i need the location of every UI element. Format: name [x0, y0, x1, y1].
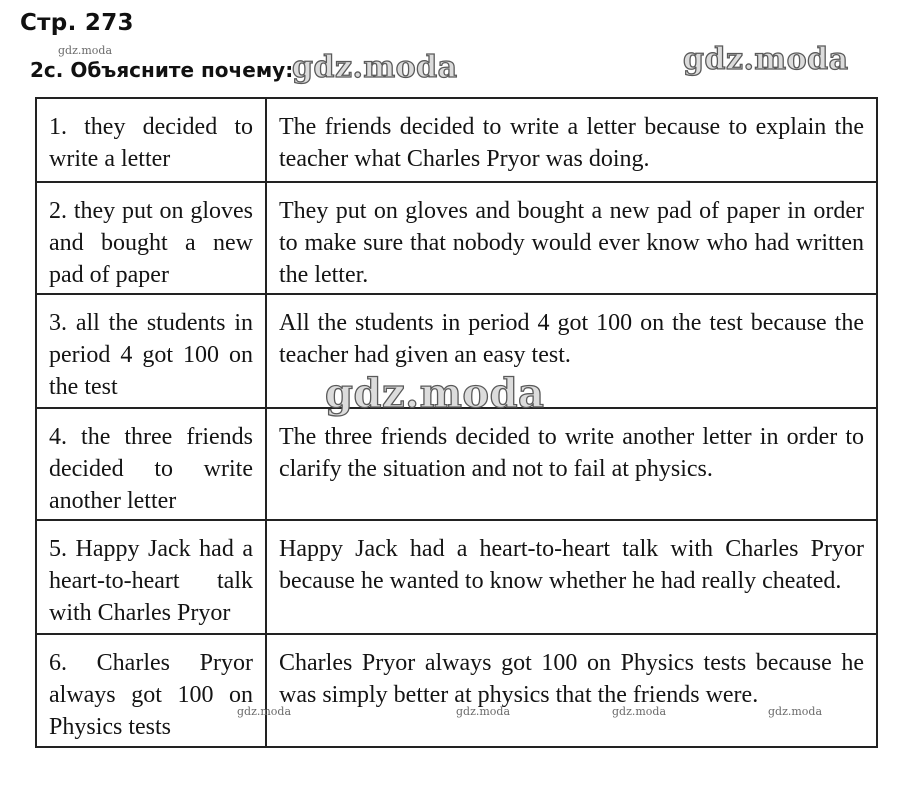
table-row	[36, 520, 877, 634]
prompt-cell: 4. the three friends decided to write another letter	[36, 408, 266, 520]
prompt-cell: 3. all the students in period 4 got 100 on the test	[36, 294, 266, 408]
table-row	[36, 98, 877, 182]
answer-table	[35, 97, 878, 748]
answer-cell: They put on gloves and bought a new pad of paper in order to make sure that nobody would ever know who had written the letter.	[266, 182, 877, 294]
watermark-small: gdz.moda	[237, 705, 292, 718]
answer-cell: The three friends decided to write another letter in order to clarify the situation and not to fail at physics.	[266, 408, 877, 520]
answer-cell: All the students in period 4 got 100 on the test because the teacher had given an easy test.	[266, 294, 877, 408]
table-row	[36, 408, 877, 520]
watermark-large: gdz.moda	[683, 42, 849, 77]
prompt-cell: 5. Happy Jack had a heart-to-heart talk with Charles Pryor	[36, 520, 266, 634]
watermark-large: gdz.moda	[292, 50, 458, 85]
prompt-cell: 2. they put on gloves and bought a new pad of paper	[36, 182, 266, 294]
table-row	[36, 634, 877, 747]
watermark-large: gdz.moda	[325, 370, 545, 417]
answer-cell: The friends decided to write a letter because to explain the teacher what Charles Pryor was doing.	[266, 98, 877, 182]
page-heading: Стр. 273	[20, 10, 134, 36]
answer-cell: Happy Jack had a heart-to-heart talk with Charles Pryor because he wanted to know whether he had really cheated.	[266, 520, 877, 634]
watermark-small: gdz.moda	[456, 705, 511, 718]
watermark-small: gdz.moda	[612, 705, 667, 718]
table-row	[36, 182, 877, 294]
prompt-cell: 1. they decided to write a letter	[36, 98, 266, 182]
watermark-small: gdz.moda	[768, 705, 823, 718]
prompt-cell: 6. Charles Pryor always got 100 on Physics tests	[36, 634, 266, 747]
watermark-small: gdz.moda	[58, 44, 113, 57]
task-title: 2с. Объясните почему:	[30, 58, 294, 82]
answer-cell: Charles Pryor always got 100 on Physics tests because he was simply better at physics that the friends were.	[266, 634, 877, 747]
